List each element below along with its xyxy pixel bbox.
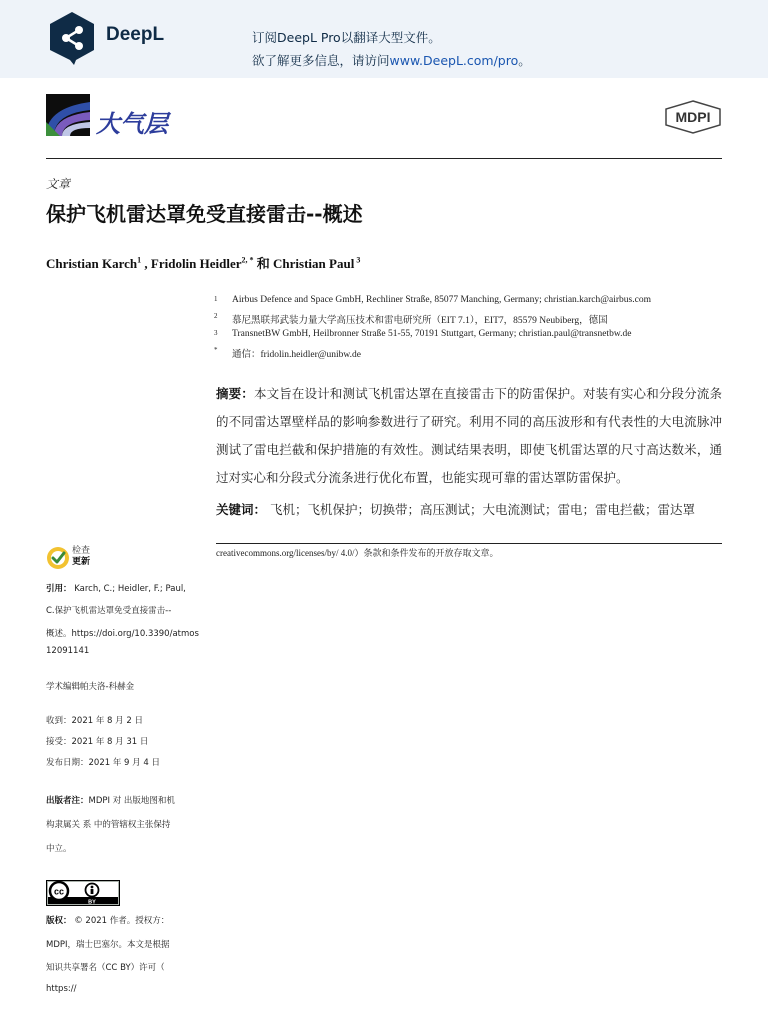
copyright-text: © 2021 作者。授权方：	[74, 916, 170, 926]
citation-label: 引用：	[46, 584, 72, 594]
academic-editor: 学术编辑帕夫洛-科赫金	[46, 682, 135, 692]
abstract	[216, 380, 722, 492]
section-rule	[216, 543, 722, 544]
citation-line-2: C.保护飞机雷达罩免受直接雷击--	[46, 606, 172, 616]
citation-line-1	[46, 582, 186, 594]
banner-subscribe-text: 订阅DeepL Pro以翻译大型文件。	[252, 30, 441, 45]
author-name: Christian Paul	[273, 256, 355, 271]
keywords-text: 飞机；飞机保护；切换带；高压测试；大电流测试；雷电；雷电拦截；雷达罩	[270, 502, 696, 517]
svg-text:BY: BY	[88, 899, 96, 906]
keywords-label: 关键词：	[216, 502, 267, 517]
affiliation-mark: 1	[214, 295, 218, 303]
citation-doi-line[interactable]: 概述。https://doi.org/10.3390/atmos	[46, 629, 199, 639]
abstract-label: 摘要：	[216, 386, 254, 401]
affiliation-text: 通信：fridolin.heidler@unibw.de	[232, 350, 361, 360]
affiliation-mark: 2	[214, 312, 218, 320]
author-list	[46, 253, 360, 272]
copyright-line-2: MDPI，瑞士巴塞尔。本文是根据	[46, 940, 170, 950]
atmosphere-journal-logo-icon	[46, 94, 90, 136]
license-continuation: creativecommons.org/licenses/by/ 4.0/）条款和条件发布的开放存取文章。	[216, 548, 499, 558]
abstract-text: 本文旨在设计和测试飞机雷达罩在直接雷击下的防雷保护。对装有实心和分段分流条的不同雷达罩壁样品的影响参数进行了研究。利用不同的高压波形和有代表性的大电流脉冲测试了雷电拦截和保护措施的有效性。测试结果表明，即使飞机雷达罩的尺寸高达数米，通过对实心和分段式分流条进行优化布置，也能实现可靠的雷达罩防雷保护。	[216, 386, 722, 485]
mdpi-logo-icon	[664, 100, 722, 134]
check-for-updates-label[interactable]	[72, 546, 90, 568]
received-date: 收到：2021 年 8 月 2 日	[46, 716, 143, 726]
affiliation-text: Airbus Defence and Space GmbH, Rechliner Straße, 85077 Manching, Germany; christian.karch@airbus.com	[232, 295, 651, 305]
copyright-label: 版权：	[46, 916, 72, 926]
copyright-line-1	[46, 914, 169, 926]
author-affiliation-mark: 2, *	[241, 255, 254, 265]
deepl-pro-link[interactable]: www.DeepL.com/pro	[389, 53, 519, 68]
deepl-brand-name: DeepL	[106, 24, 165, 45]
citation-text: Karch, C.; Heidler, F.; Paul,	[74, 584, 186, 594]
journal-name: 大气层	[96, 110, 168, 138]
author-separator: 和	[253, 256, 274, 271]
check-for-updates-icon[interactable]	[46, 546, 70, 570]
header-rule	[46, 158, 722, 159]
affiliation-text: TransnetBW GmbH, Heilbronner Straße 51-55, 70191 Stuttgart, Germany; christian.paul@transnetbw.de	[232, 329, 632, 339]
citation-line-4: 12091141	[46, 646, 90, 656]
accepted-date: 接受：2021 年 8 月 31 日	[46, 737, 149, 747]
publisher-note-line-1	[46, 794, 175, 806]
check-label-line1: 检查	[72, 546, 91, 556]
deepl-logo-icon[interactable]	[46, 10, 98, 66]
corresponding-author	[214, 346, 361, 360]
affiliation-3	[214, 329, 631, 339]
author-name: Christian Karch	[46, 256, 138, 271]
affiliation-1	[214, 295, 651, 305]
article-title: 保护飞机雷达罩免受直接雷击--概述	[46, 202, 363, 226]
author-name: Fridolin Heidler	[150, 256, 242, 271]
publisher-note-label: 出版者注：	[46, 796, 89, 806]
affiliation-mark: 3	[214, 329, 218, 337]
svg-text:cc: cc	[53, 886, 65, 897]
banner-info-line	[252, 51, 531, 69]
publisher-note-line-3: 中立。	[46, 844, 72, 854]
copyright-line-4: https://	[46, 984, 77, 994]
banner-info-prefix: 欲了解更多信息，请访问	[252, 53, 390, 68]
mdpi-logo-text: MDPI	[675, 109, 711, 125]
keywords	[216, 500, 722, 518]
affiliation-mark: *	[214, 346, 218, 354]
affiliation-2	[214, 312, 608, 326]
affiliation-text: 慕尼黑联邦武装力量大学高压技术和雷电研究所（EIT 7.1），EIT7，85579 Neubiberg，德国	[232, 316, 608, 326]
cc-by-license-icon[interactable]	[46, 880, 120, 906]
author-affiliation-mark: 1	[137, 255, 142, 265]
author-separator: ,	[141, 256, 151, 271]
banner-info-suffix: 。	[518, 53, 531, 68]
publisher-note-text: MDPI 对 出版地图和机	[88, 796, 175, 806]
author-affiliation-mark: 3	[354, 255, 361, 265]
article-type: 文章	[46, 177, 71, 191]
check-label-line2: 更新	[72, 557, 91, 567]
publisher-note-line-2: 构隶属关 系 中的管辖权主张保持	[46, 820, 171, 830]
published-date: 发布日期：2021 年 9 月 4 日	[46, 758, 160, 768]
copyright-line-3: 知识共享署名（CC BY）许可（	[46, 963, 165, 973]
